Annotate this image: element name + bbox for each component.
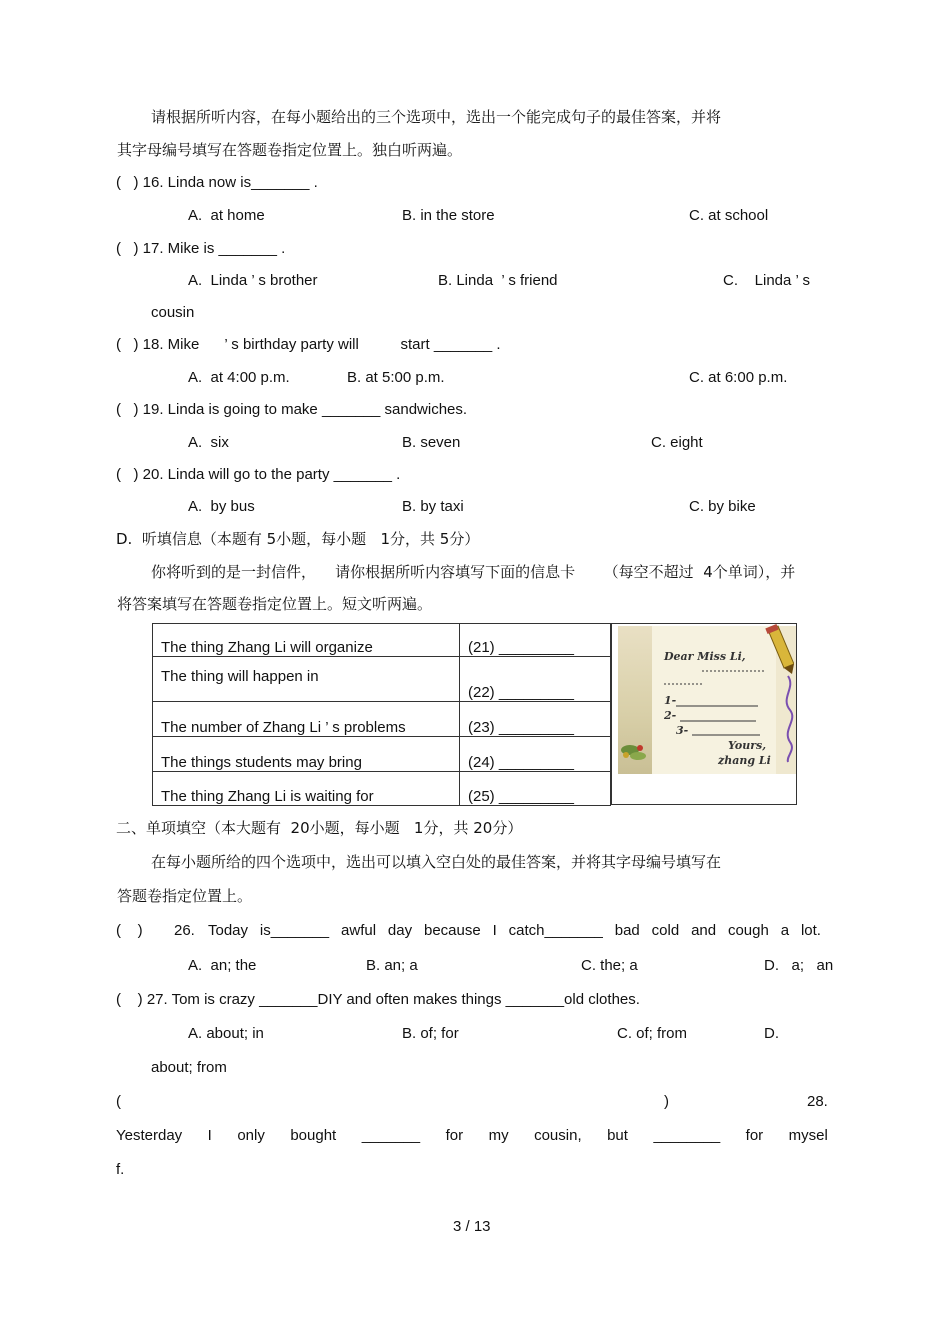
q27-option-a: A. about; in [188, 1025, 264, 1042]
section-d-instruction-line1: 你将听到的是一封信件， 请你根据所听内容填写下面的信息卡 （每空不超过 4个单词），并 [151, 563, 796, 581]
q26-word: cold [651, 922, 680, 939]
q17-option-a: A. Linda ’ s brother [188, 272, 318, 289]
q19-option-b: B. seven [402, 434, 461, 451]
q28-word: my [488, 1127, 509, 1144]
q17-option-b: B. Linda ’ s friend [438, 272, 558, 289]
letter-item-1: 1- [664, 694, 677, 707]
section-2-heading: 二、单项填空（本大题有 20小题，每小题 1分，共 20分） [116, 819, 523, 837]
answer-blank-21: (21) _________ [460, 624, 611, 657]
answer-blank-23: (23) _________ [460, 702, 611, 737]
q26-word: Today [208, 922, 249, 939]
q16-option-c: C. at school [689, 207, 769, 224]
q26-option-b: B. an; a [366, 957, 418, 974]
listen-instruction-line1: 请根据所听内容，在每小题给出的三个选项中，选出一个能完成句子的最佳答案，并将 [151, 108, 722, 126]
section-2-instruction-line1: 在每小题所给的四个选项中，选出可以填入空白处的最佳答案，并将其字母编号填写在 [151, 853, 722, 871]
q28-word: bought [290, 1127, 337, 1144]
q26-number: 26. [174, 922, 195, 939]
q28-word: for [445, 1127, 464, 1144]
section-2-instruction-line2: 答题卷指定位置上。 [117, 887, 253, 905]
table-row [153, 737, 611, 772]
question-27-stem: ( ) 27. Tom is crazy _______DIY and often makes things _______old clothes. [116, 991, 640, 1008]
q28-paren-close: ) [664, 1093, 669, 1110]
question-18-stem: ( ) 18. Mike ’ s birthday party will start _______ . [116, 336, 501, 353]
q26-word: a [780, 922, 790, 939]
q20-option-c: C. by bike [689, 498, 756, 515]
listen-instruction-line2: 其字母编号填写在答题卷指定位置上。独白听两遍。 [117, 141, 463, 159]
answer-blank-24: (24) _________ [460, 737, 611, 772]
q27-option-c: C. of; from [617, 1025, 688, 1042]
q26-word: and [691, 922, 717, 939]
q19-option-a: A. six [188, 434, 229, 451]
section-d-instruction-line2: 将答案填写在答题卷指定位置上。短文听两遍。 [117, 595, 433, 613]
q26-word: cough [727, 922, 769, 939]
table-row [153, 772, 611, 806]
q26-paren: ( ) [116, 922, 143, 939]
q28-word: mysel [788, 1127, 828, 1144]
question-28-stem [116, 1127, 828, 1145]
letter-item-2: 2- [664, 709, 677, 722]
info-card-table [152, 623, 611, 806]
q18-option-b: B. at 5:00 p.m. [347, 369, 445, 386]
q26-word: day [387, 922, 413, 939]
question-26-stem [208, 922, 821, 940]
q28-word: I [207, 1127, 212, 1144]
q28-stem-wrap: f. [116, 1161, 125, 1178]
q17-option-c: C. Linda ’ s [723, 272, 810, 289]
question-16-stem: ( ) 16. Linda now is_______ . [116, 174, 318, 191]
answer-blank-22: (22) _________ [460, 657, 611, 702]
q20-option-a: A. by bus [188, 498, 255, 515]
q16-option-b: B. in the store [402, 207, 495, 224]
letter-salutation: Dear Miss Li, [664, 650, 746, 663]
q26-word: bad [614, 922, 640, 939]
table-row [153, 657, 611, 702]
q26-word: catch_______ [508, 922, 603, 939]
q19-option-c: C. eight [651, 434, 703, 451]
letter-signature: zhang Li [718, 754, 771, 767]
letter-item-3: 3- [676, 724, 689, 737]
q26-option-a: A. an; the [188, 957, 257, 974]
q26-word: is_______ [259, 922, 330, 939]
answer-blank-25: (25) _________ [460, 772, 611, 806]
q18-option-c: C. at 6:00 p.m. [689, 369, 788, 386]
q16-option-a: A. at home [188, 207, 265, 224]
q27-option-d-wrap: about; from [151, 1059, 227, 1076]
q26-word: because [423, 922, 481, 939]
table-row [153, 624, 611, 657]
page-number: 3 / 13 [453, 1218, 491, 1235]
q17-option-c-wrap: cousin [151, 304, 195, 321]
q28-word: ________ [653, 1127, 721, 1144]
row-label: The things students may bring [153, 737, 460, 772]
q27-option-b: B. of; for [402, 1025, 459, 1042]
q28-word: for [745, 1127, 764, 1144]
letter-illustration [611, 623, 797, 805]
q28-word: but [607, 1127, 628, 1144]
question-19-stem: ( ) 19. Linda is going to make _______ sandwiches. [116, 401, 468, 418]
question-20-stem: ( ) 20. Linda will go to the party _______ . [116, 466, 401, 483]
row-label: The thing Zhang Li will organize [153, 624, 460, 657]
table-row [153, 702, 611, 737]
q28-word: cousin, [534, 1127, 582, 1144]
pencil-icon [765, 624, 794, 674]
q28-word: only [237, 1127, 265, 1144]
q28-paren-open: ( [116, 1093, 121, 1110]
squiggle-decoration [787, 676, 793, 762]
q20-option-b: B. by taxi [402, 498, 464, 515]
section-d-heading: D. 听填信息（本题有 5小题，每小题 1分，共 5分） [116, 530, 480, 548]
flower-icon [621, 745, 646, 760]
row-label: The number of Zhang Li ’ s problems [153, 702, 460, 737]
q28-number: 28. [807, 1093, 828, 1110]
row-label: The thing Zhang Li is waiting for [153, 772, 460, 806]
row-label: The thing will happen in [153, 657, 460, 702]
q28-word: Yesterday [116, 1127, 183, 1144]
q18-option-a: A. at 4:00 p.m. [188, 369, 290, 386]
q26-option-c: C. the; a [581, 957, 638, 974]
q26-word: awful [341, 922, 377, 939]
q26-word: I [492, 922, 497, 939]
q27-option-d: D. [764, 1025, 779, 1042]
letter-closing: Yours, [728, 739, 767, 752]
q26-word: lot. [800, 922, 821, 939]
q28-word: _______ [361, 1127, 421, 1144]
q26-option-d: D. a; an [764, 957, 834, 974]
question-17-stem: ( ) 17. Mike is _______ . [116, 240, 286, 257]
